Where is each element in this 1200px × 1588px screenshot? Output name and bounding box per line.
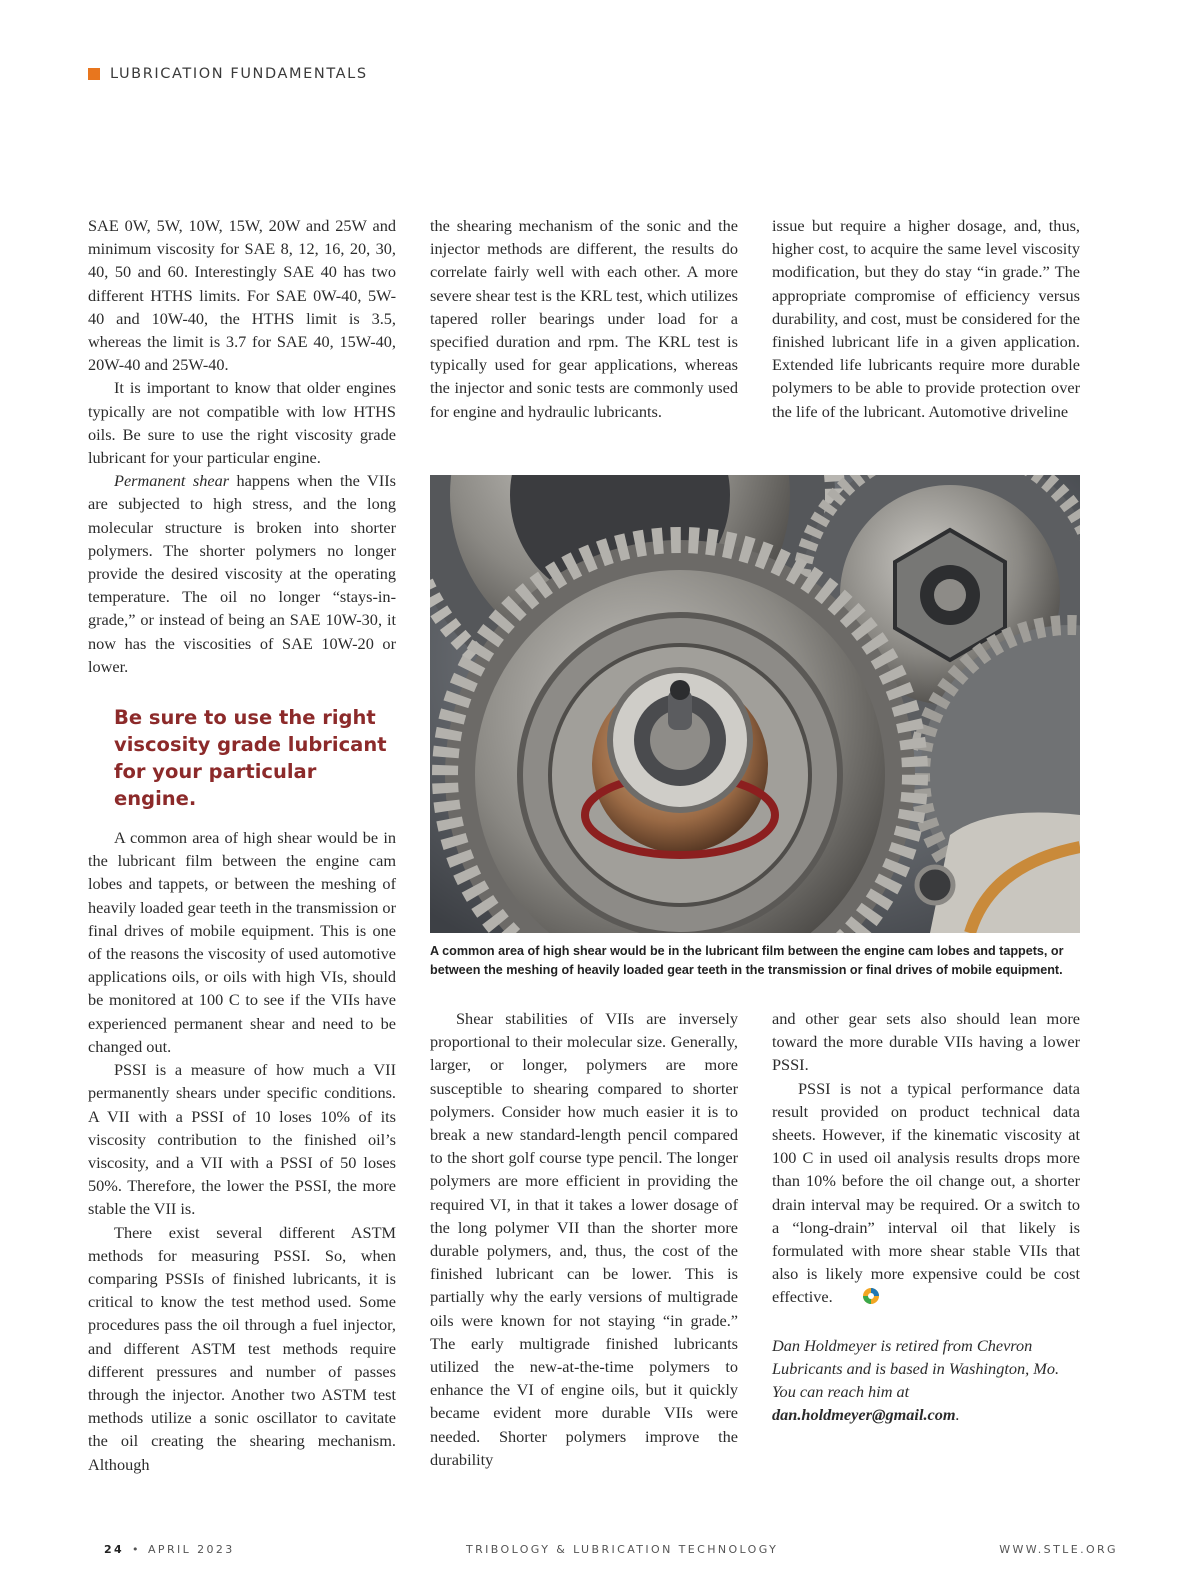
term-permanent-shear: Permanent shear xyxy=(114,471,230,491)
paragraph: issue but require a higher dosage, and, thus, higher cost, to acquire the same level viscosity modification, but they do stay “in grade.” The appropriate compromise of efficiency versus durability, and cost, must be considered for the finished lubricant life in a given application. Extended life lubricants require more durable polymers to be able to provide protection over the life of the lubricant. Automotive driveline xyxy=(772,216,1080,421)
column-1 xyxy=(88,214,396,1476)
footer-separator: • xyxy=(132,1543,141,1556)
magazine-title: TRIBOLOGY & LUBRICATION TECHNOLOGY xyxy=(466,1543,779,1556)
paragraph xyxy=(88,469,396,678)
paragraph: SAE 0W, 5W, 10W, 15W, 20W and 25W and minimum viscosity for SAE 8, 12, 16, 20, 30, 40, 50 and 60. Interestingly SAE 40 has two different HTHS limits. For SAE 0W-40, 5W-40 and 10W-40, the HTHS limit is 3.5, whereas the limit is 3.7 for SAE 40, 15W-40, 20W-40 and 25W-40. xyxy=(88,216,396,375)
paragraph-text: happens when the VIIs are subjected to high stress, and the long molecular structure is broken into shorter polymers. The shorter polymers no longer provide the desired viscosity at the operating temperature. The oil no longer “stays-in-grade,” or instead of being an SAE 10W-30, it now has the viscosities of SAE 10W-20 or lower. xyxy=(88,471,396,676)
paragraph-text: PSSI is not a typical performance data result provided on product technical data sheets. However, if the kinematic viscosity at 100 C in used oil analysis results drops more than 10% before the oil change out, a shorter drain interval may be required. Or a switch to a “long-drain” interval oil that likely is formulated with more shear stable VIIs that also is likely more expensive could be cost effective. xyxy=(772,1078,1080,1307)
author-bio-text: Dan Holdmeyer is retired from Chevron Lubricants and is based in Washington, Mo. You can reach him at xyxy=(772,1335,1060,1402)
column-3-bottom xyxy=(772,1007,1080,1426)
author-bio xyxy=(772,1334,1080,1427)
pull-quote: Be sure to use the right viscosity grade lubricant for your particular engine. xyxy=(114,706,387,811)
paragraph xyxy=(772,1077,1080,1312)
gears-photo xyxy=(430,475,1080,933)
paragraph: Shear stabilities of VIIs are inversely proportional to their molecular size. Generally, larger, or longer, polymers are more susceptible to shearing compared to shorter polymers. Consider how much easier it is to break a new standard-length pencil compared to the short golf course type pencil. The longer polymers are more efficient in providing the required VI, in that it takes a lower dosage of the long polymer VII than the shorter more durable polymers, and, thus, the cost of the finished lubricant can be lower. This is partially why the early versions of multigrade oils were known for not staying “in grade.” The early multigrade finished lubricants utilized the new-at-the-time polymers to enhance the VI of engine oils, but it quickly became evident more durable VIIs were needed. Shorter polymers improve the durability xyxy=(430,1009,738,1469)
paragraph: A common area of high shear would be in the lubricant film between the engine cam lobes and tappets, or between the meshing of heavily loaded gear teeth in the transmission or final drives of mobile equipment. This is one of the reasons the viscosity of used automotive applications oils, or oils with high VIs, should be monitored at 100 C to see if the VIIs have experienced permanent shear and need to be changed out. xyxy=(88,828,396,1056)
column-3-top xyxy=(772,214,1080,423)
photo-caption: A common area of high shear would be in the lubricant film between the engine cam lobes and tappets, or between the meshing of heavily loaded gear teeth in the transmission or final drives of mobile equipment. xyxy=(430,944,1064,977)
section-title: LUBRICATION FUNDAMENTALS xyxy=(110,66,368,82)
page-number: 24 xyxy=(104,1543,125,1556)
section-marker xyxy=(88,68,100,80)
page-footer xyxy=(0,1543,1200,1559)
section-header xyxy=(88,66,368,82)
paragraph: PSSI is a measure of how much a VII permanently shears under specific conditions. A VII with a PSSI of 10 loses 10% of its viscosity contribution to the finished oil’s viscosity, and a VII with a PSSI of 50 loses 50%. Therefore, the lower the PSSI, the more stable the VII is. xyxy=(88,1060,396,1219)
stle-end-icon xyxy=(836,1287,880,1311)
paragraph: and other gear sets also should lean more toward the more durable VIIs having a lower PSSI. xyxy=(772,1009,1080,1075)
paragraph: There exist several different ASTM methods for measuring PSSI. So, when comparing PSSIs of finished lubricants, it is critical to know the test method used. Some procedures pass the oil through a fuel injector, and different ASTM test methods require different pressures and number of passes through the injector. Another two ASTM test methods utilize a sonic oscillator to cavitate the oil creating the shearing mechanism. Although xyxy=(88,1222,396,1474)
column-2-bottom xyxy=(430,1007,738,1471)
column-2-top xyxy=(430,214,738,423)
author-email-link[interactable]: dan.holdmeyer@gmail.com xyxy=(772,1405,956,1425)
gears-illustration xyxy=(430,475,1080,933)
paragraph: the shearing mechanism of the sonic and the injector methods are different, the results do correlate fairly well with each other. A more severe shear test is the KRL test, which utilizes tapered roller bearings under load for a specified duration and rpm. The KRL test is typically used for gear applications, whereas the injector and sonic tests are commonly used for engine and hydraulic lubricants. xyxy=(430,216,738,421)
website-link[interactable]: WWW.STLE.ORG xyxy=(999,1543,1118,1556)
paragraph: It is important to know that older engines typically are not compatible with low HTHS oils. Be sure to use the right viscosity grade lubricant for your particular engine. xyxy=(88,378,396,468)
issue-date: APRIL 2023 xyxy=(148,1543,235,1556)
author-bio-end: . xyxy=(955,1405,960,1425)
